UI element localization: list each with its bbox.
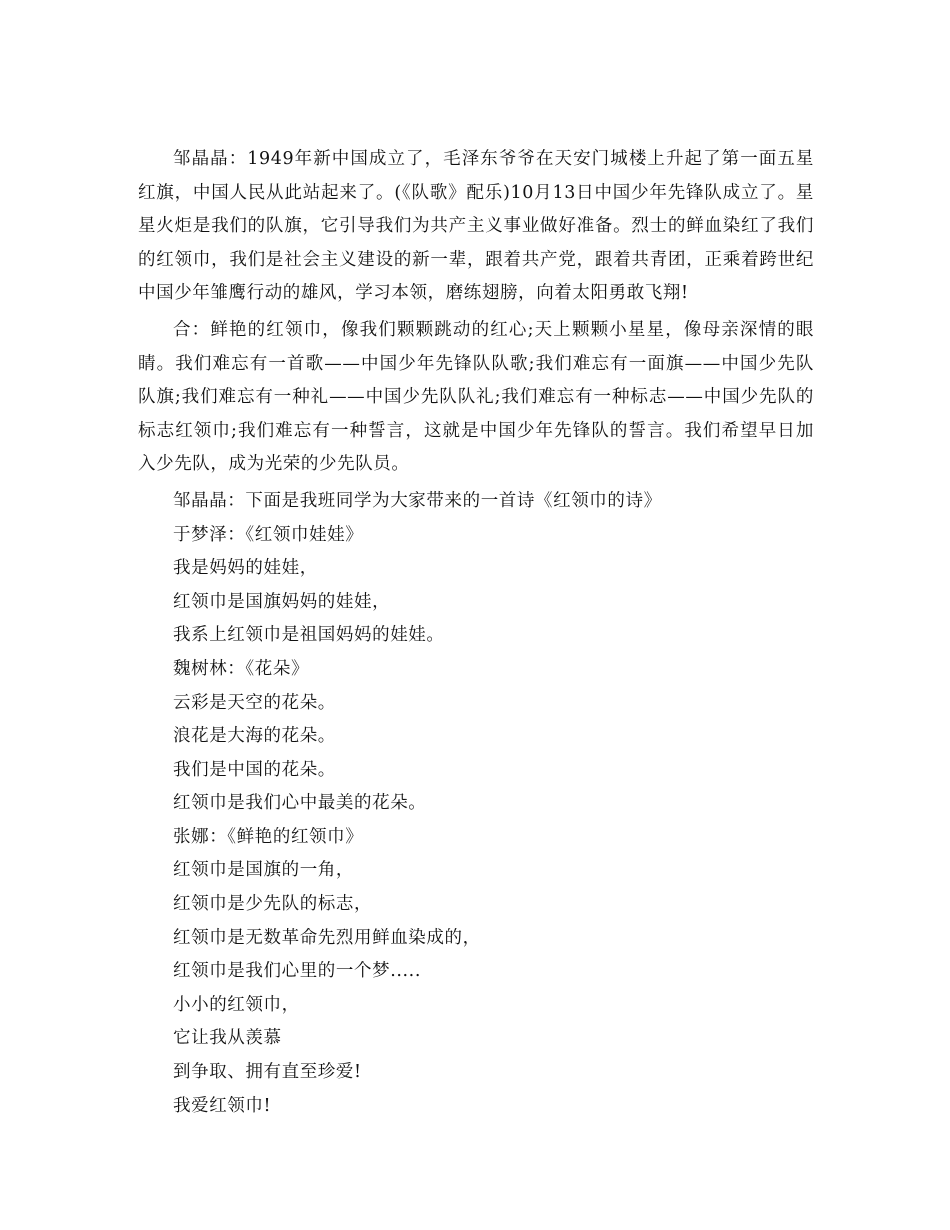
paragraph-intro: 邹晶晶：1949年新中国成立了，毛泽东爷爷在天安门城楼上升起了第一面五星红旗，中国人民从此站起来了。(《队歌》配乐)10月13日中国少年先锋队成立了。星星火炬是我们的队旗，它引导我们为共产主义事业做好准备。烈士的鲜血染红了我们的红领巾，我们是社会主义建设的新一辈，跟着共产党，跟着共青团，正乘着跨世纪中国少年雏鹰行动的雄风，学习本领，磨练翅膀，向着太阳勇敢飞翔! [138, 149, 814, 304]
line-poem1-verse: 红领巾是国旗妈妈的娃娃， [173, 591, 391, 612]
line-poem3-verse: 红领巾是少先队的标志， [173, 894, 373, 915]
paragraph-chorus: 合：鲜艳的红领巾，像我们颗颗跳动的红心;天上颗颗小星星，像母亲深情的眼睛。我们难忘有一首歌——中国少年先锋队队歌;我们难忘有一面旗——中国少先队队旗;我们难忘有一种礼——中国少先队队礼;我们难忘有一种标志——中国少先队的标志红领巾;我们难忘有一种誓言，这就是中国少年先锋队的誓言。我们希望早日加入少先队，成为光荣的少先队员。 [138, 319, 814, 475]
line-poem3-verse: 红领巾是无数革命先烈用鲜血染成的， [173, 927, 481, 948]
line-host-intro: 邹晶晶：下面是我班同学为大家带来的一首诗《红领巾的诗》 [173, 490, 662, 511]
line-poem3-verse: 红领巾是国旗的一角， [173, 860, 354, 881]
line-poem3-verse: 红领巾是我们心里的一个梦..... [173, 961, 422, 982]
line-poem2-verse: 我们是中国的花朵。 [173, 759, 336, 780]
line-poem2-verse: 红领巾是我们心中最美的花朵。 [173, 793, 427, 814]
line-poem2-verse: 浪花是大海的花朵。 [173, 726, 336, 747]
line-poem1-title: 于梦泽：《红领巾娃娃》 [173, 524, 364, 545]
line-poem2-verse: 云彩是天空的花朵。 [173, 692, 336, 713]
line-poem3-verse: 我爱红领巾! [173, 1095, 272, 1116]
line-poem2-title: 魏树林：《花朵》 [173, 658, 310, 679]
line-poem1-verse: 我是妈妈的娃娃， [173, 558, 318, 579]
line-poem1-verse: 我系上红领巾是祖国妈妈的娃娃。 [173, 625, 445, 646]
line-poem3-verse: 到争取、拥有直至珍爱! [173, 1062, 362, 1083]
document-page [138, 143, 814, 1123]
line-poem3-verse: 小小的红领巾， [173, 994, 300, 1015]
line-poem3-title: 张娜：《鲜艳的红领巾》 [173, 826, 364, 847]
line-poem3-verse: 它让我从羡慕 [173, 1028, 282, 1049]
